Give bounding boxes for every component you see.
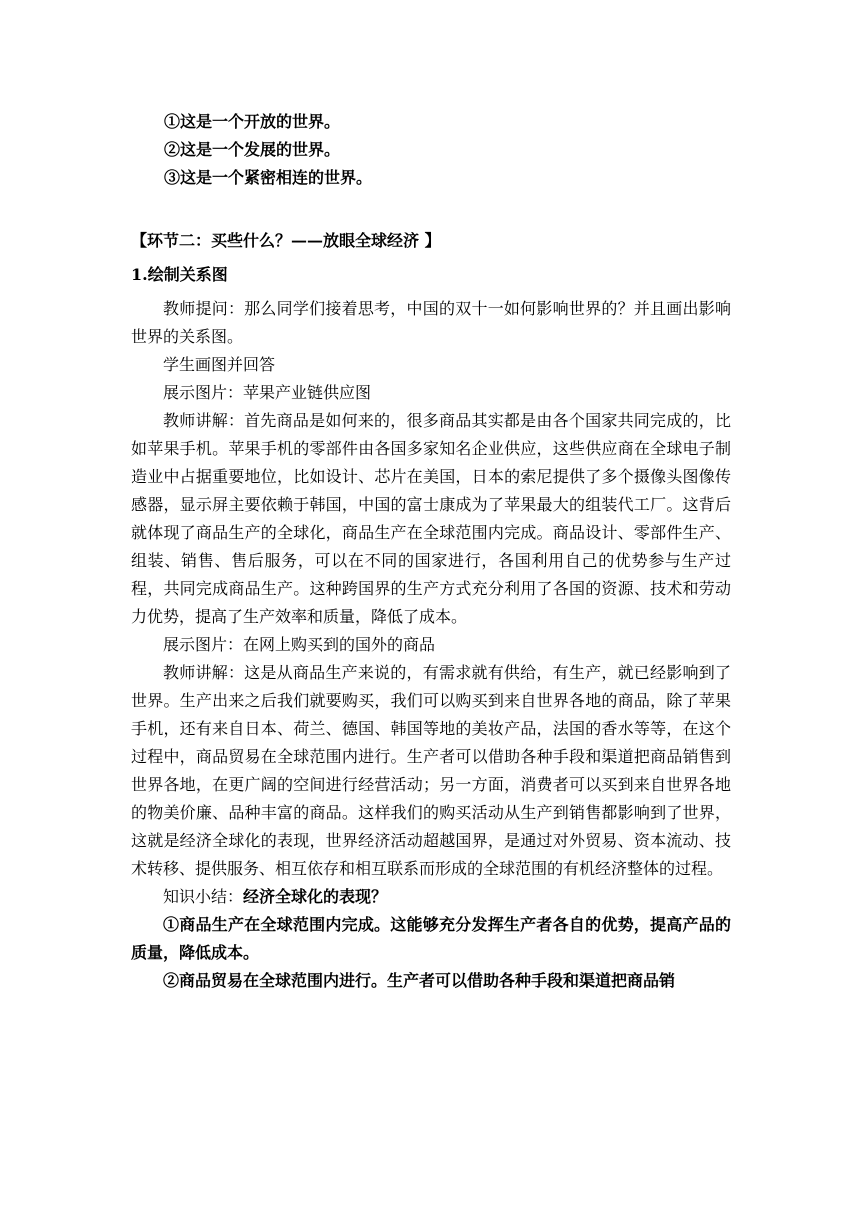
summary-point-2: ②商品贸易在全球范围内进行。生产者可以借助各种手段和渠道把商品销 [163,971,676,990]
paragraph-teacher-question: 教师提问：那么同学们接着思考，中国的双十一如何影响世界的？并且画出影响世界的关系图。 [131,299,731,346]
document-body [131,108,731,995]
subsection-title: 1.绘制关系图 [131,265,228,284]
paragraph-show-image-goods: 展示图片：在网上购买到的国外的商品 [163,635,436,654]
paragraph-teacher-explain-1: 教师讲解：首先商品是如何来的，很多商品其实都是由各个国家共同完成的，比如苹果手机。苹果手机的零部件由各国多家知名企业供应，这些供应商在全球电子制造业中占据重要地位，比如设计、芯片在美国，日本的索尼提供了多个摄像头图像传感器，显示屏主要依赖于韩国，中国的富士康成为了苹果最大的组装代工厂。这背后就体现了商品生产的全球化，商品生产在全球范围内完成。商品设计、零部件生产、组装、销售、售后服务，可以在不同的国家进行，各国利用自己的优势参与生产过程，共同完成商品生产。这种跨国界的生产方式充分利用了各国的资源、技术和劳动力优势，提高了生产效率和质量，降低了成本。 [131,411,731,626]
paragraph-show-image-apple: 展示图片：苹果产业链供应图 [163,383,372,402]
section-title: 【环节二：买些什么？——放眼全球经济 】 [131,231,441,250]
intro-list-item-1: ①这是一个开放的世界。 [164,112,341,131]
intro-list-item-2: ②这是一个发展的世界。 [164,140,341,159]
paragraph-student-answer: 学生画图并回答 [163,355,276,374]
spacer [131,192,731,227]
summary-label: 知识小结： [163,887,244,906]
summary-question: 经济全球化的表现？ [243,887,388,906]
summary-line [131,883,731,911]
paragraph-teacher-explain-2: 教师讲解：这是从商品生产来说的，有需求就有供给，有生产，就已经影响到了世界。生产出来之后我们就要购买，我们可以购买到来自世界各地的商品，除了苹果手机，还有来自日本、荷兰、德国、韩国等地的美妆产品，法国的香水等等，在这个过程中，商品贸易在全球范围内进行。生产者可以借助各种手段和渠道把商品销售到世界各地，在更广阔的空间进行经营活动；另一方面，消费者可以买到来自世界各地的物美价廉、品种丰富的商品。这样我们的购买活动从生产到销售都影响到了世界，这就是经济全球化的表现，世界经济活动超越国界，是通过对外贸易、资本流动、技术转移、提供服务、相互依存和相互联系而形成的全球范围的有机经济整体的过程。 [131,663,731,878]
intro-list-item-3: ③这是一个紧密相连的世界。 [164,168,373,187]
summary-point-1: ①商品生产在全球范围内完成。这能够充分发挥生产者各自的优势，提高产品的质量，降低成本。 [131,915,731,962]
